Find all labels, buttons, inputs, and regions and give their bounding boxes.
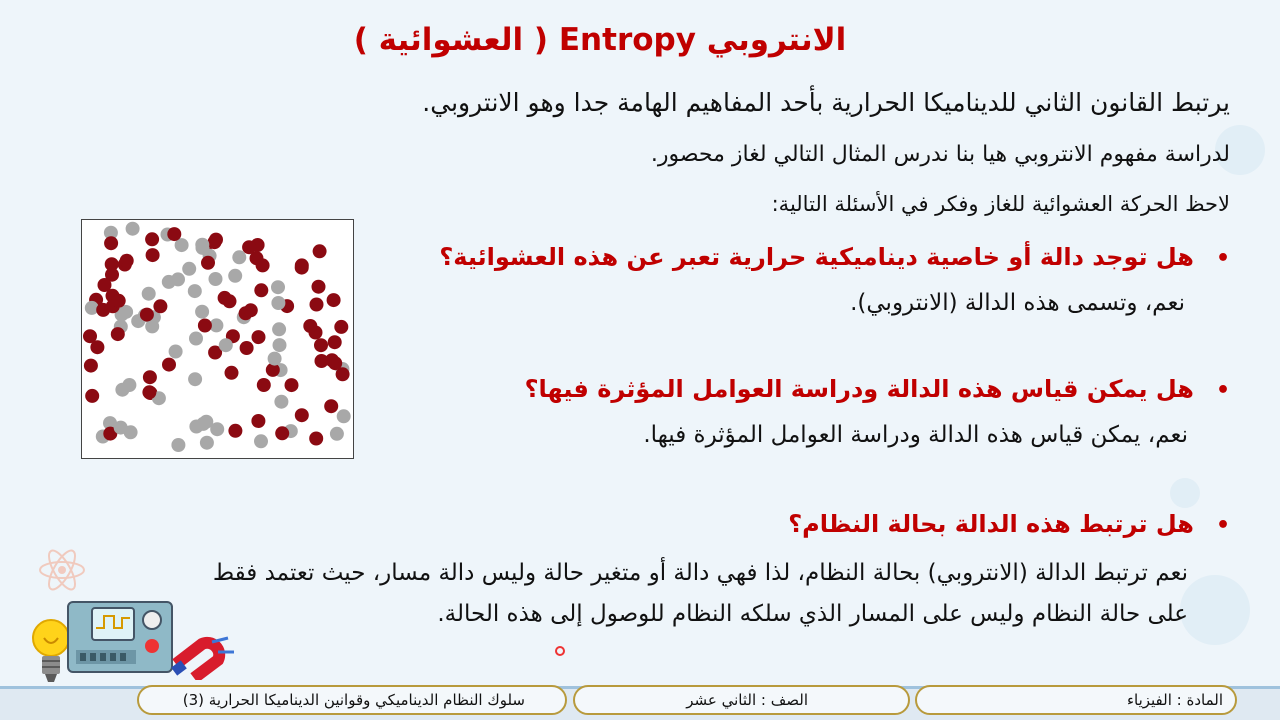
gas-particle (142, 287, 156, 301)
footer-grade: الصف : الثاني عشر (573, 685, 910, 715)
gas-particle (337, 409, 351, 423)
gas-particle (251, 414, 265, 428)
gas-particle (254, 283, 268, 297)
pointer-marker (555, 646, 565, 656)
answer-3: نعم ترتبط الدالة (الانتروبي) بحالة النظام، لذا فهي دالة أو متغير حالة وليس دالة مسار، حيث تعتمد فقط على حالة النظام وليس على المسار الذي سلكه النظام للوصول إلى هذه الحالة. (212, 560, 1188, 627)
gas-particle (218, 291, 232, 305)
gas-particle (189, 332, 203, 346)
answer-1: نعم، وتسمى هذه الدالة (الانتروبي). (850, 290, 1185, 316)
footer-lesson: سلوك النظام الديناميكي وقوانين الديناميكا الحرارية (3) (137, 685, 567, 715)
gas-particle (85, 389, 99, 403)
gas-particle (312, 280, 326, 294)
oscilloscope-icon (66, 598, 176, 678)
gas-particle (182, 262, 196, 276)
bullet-icon: • (1215, 246, 1230, 271)
background-circle (1170, 478, 1200, 508)
gas-particle (330, 427, 344, 441)
gas-particle (209, 272, 223, 286)
atom-icon (37, 545, 87, 595)
answer-2: نعم، يمكن قياس هذه الدالة ودراسة العوامل المؤثرة فيها. (643, 422, 1188, 448)
gas-particles-figure (81, 219, 354, 459)
gas-particle (271, 296, 285, 310)
gas-particle (314, 338, 328, 352)
gas-particle (84, 359, 98, 373)
gas-particles-svg (82, 220, 353, 458)
gas-particle (254, 434, 268, 448)
gas-particle (328, 335, 342, 349)
gas-particle (201, 256, 215, 270)
gas-particle (310, 298, 324, 312)
gas-particle (232, 250, 246, 264)
gas-particle (295, 408, 309, 422)
gas-particle (244, 303, 258, 317)
intro-line-2: لدراسة مفهوم الانتروبي هيا بنا ندرس المثال التالي لغاز محصور. (650, 142, 1230, 167)
gas-particle (273, 338, 287, 352)
gas-particle (268, 352, 282, 366)
gas-particle (325, 353, 339, 367)
bullet-icon: • (1215, 378, 1230, 403)
gas-particle (189, 420, 203, 434)
gas-particle (219, 338, 233, 352)
gas-particle (104, 236, 118, 250)
gas-particle (115, 383, 129, 397)
bullet-icon: • (1215, 513, 1230, 538)
gas-particle (140, 308, 154, 322)
gas-particle (208, 235, 222, 249)
gas-particle (162, 358, 176, 372)
gas-particle (295, 261, 309, 275)
gas-particle (111, 327, 125, 341)
gas-particle (257, 378, 271, 392)
gas-particle (327, 293, 341, 307)
gas-particle (169, 345, 183, 359)
gas-particle (188, 372, 202, 386)
gas-particle (146, 248, 160, 262)
gas-particle (188, 284, 202, 298)
gas-particle (275, 426, 289, 440)
gas-particle (83, 329, 97, 343)
question-2 (525, 375, 1230, 403)
gas-particle (167, 227, 181, 241)
question-2-text: هل يمكن قياس هذه الدالة ودراسة العوامل المؤثرة فيها؟ (524, 375, 1194, 403)
gas-particle (228, 269, 242, 283)
gas-particle (142, 385, 156, 399)
gas-particle (145, 232, 159, 246)
gas-particle (195, 238, 209, 252)
gas-particle (252, 330, 266, 344)
gas-particle (171, 438, 185, 452)
background-circle (1180, 575, 1250, 645)
gas-particle (309, 432, 323, 446)
gas-particle (242, 240, 256, 254)
gas-particle (162, 275, 176, 289)
gas-particle (274, 395, 288, 409)
slide-title: الانتروبي Entropy ( العشوائية ) (353, 22, 847, 58)
gas-particle (256, 258, 270, 272)
gas-particle (210, 422, 224, 436)
question-3 (788, 510, 1230, 538)
gas-particle (143, 370, 157, 384)
question-3-text: هل ترتبط هذه الدالة بحالة النظام؟ (788, 510, 1194, 538)
gas-particle (112, 294, 126, 308)
gas-particle (334, 320, 348, 334)
gas-particle (225, 366, 239, 380)
gas-particle (324, 399, 338, 413)
gas-particle (198, 319, 212, 333)
gas-particle (124, 425, 138, 439)
gas-particle (271, 280, 285, 294)
gas-particle (200, 436, 214, 450)
gas-particle (153, 299, 167, 313)
gas-particle (228, 424, 242, 438)
gas-particle (98, 278, 112, 292)
gas-particle (240, 341, 254, 355)
question-1-text: هل توجد دالة أو خاصية ديناميكية حرارية تعبر عن هذه العشوائية؟ (439, 243, 1194, 271)
magnet-icon (168, 630, 238, 680)
gas-particle (120, 254, 134, 268)
footer-subject: المادة : الفيزياء (915, 685, 1237, 715)
gas-particle (303, 319, 317, 333)
question-1 (439, 243, 1230, 271)
intro-line-3: لاحظ الحركة العشوائية للغاز وفكر في الأسئلة التالية: (771, 192, 1230, 216)
gas-particle (126, 222, 140, 236)
intro-line-1: يرتبط القانون الثاني للديناميكا الحرارية بأحد المفاهيم الهامة جدا وهو الانتروبي. (422, 88, 1230, 117)
gas-particle (285, 378, 299, 392)
gas-particle (272, 322, 286, 336)
gas-particle (313, 244, 327, 258)
gas-particle (195, 305, 209, 319)
